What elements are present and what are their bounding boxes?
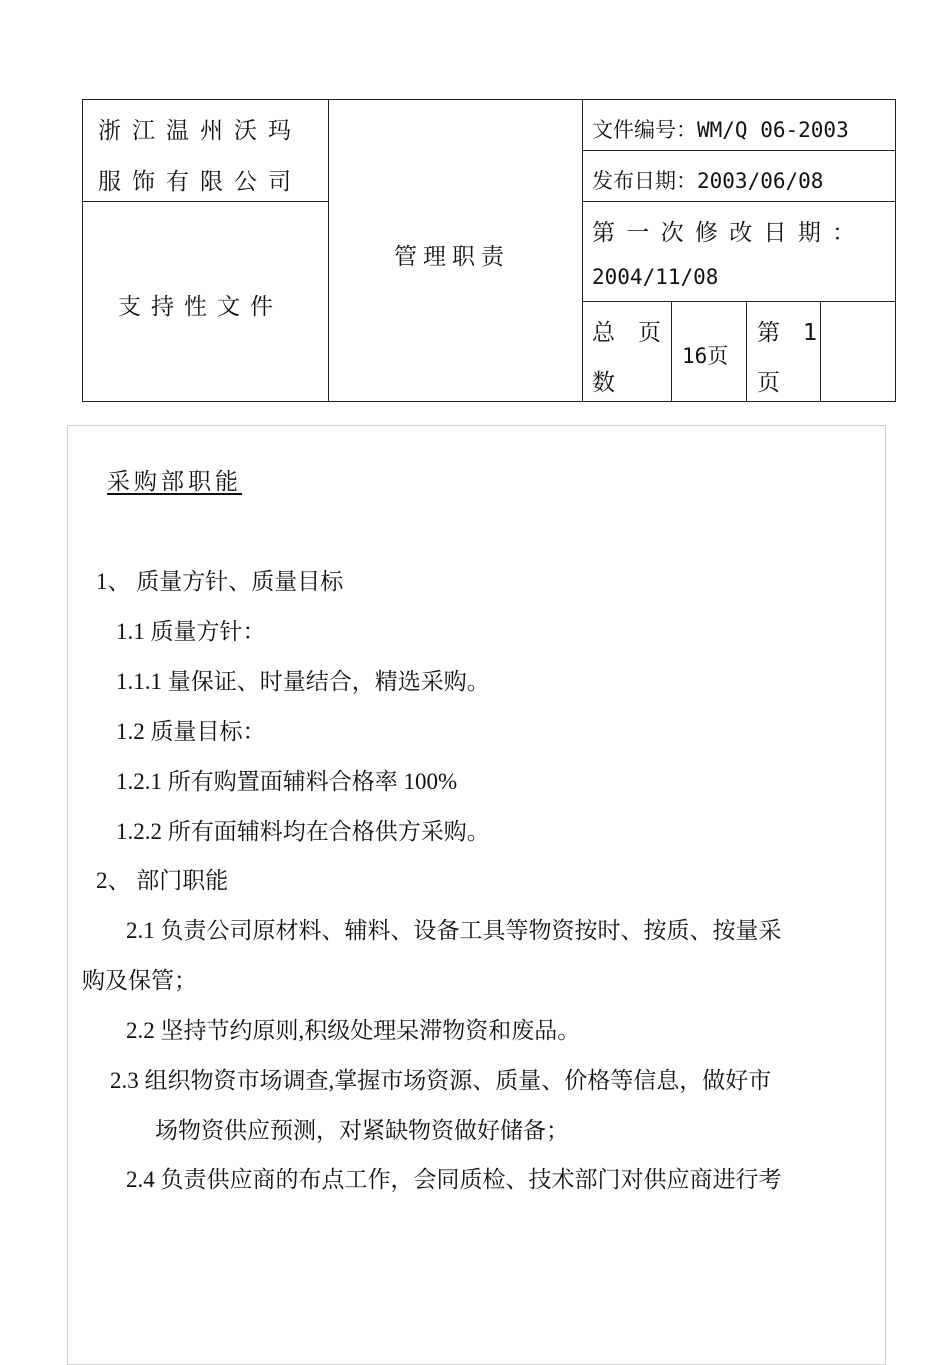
page-number-label: 第 1 — [757, 320, 818, 346]
list-item-continuation: 购及保管； — [82, 968, 197, 993]
section-title: 采购部职能 — [107, 469, 242, 495]
list-item: 1.1 质量方针： — [116, 619, 266, 644]
list-item: 2.3 组织物资市场调查,掌握市场资源、质量、价格等信息，做好市 — [110, 1068, 772, 1093]
list-item: 2.1 负责公司原材料、辅料、设备工具等物资按时、按质、按量采 — [126, 918, 782, 943]
table-divider — [746, 301, 747, 402]
issue-date: 发布日期：2003/06/08 — [592, 169, 824, 193]
table-divider — [671, 301, 672, 402]
page-number-label-cont: 页 — [757, 370, 780, 396]
heading-department-functions: 2、 部门职能 — [96, 868, 229, 893]
heading-quality-policy: 1、 质量方针、质量目标 — [96, 569, 344, 594]
list-item-continuation: 场物资供应预测，对紧缺物资做好储备； — [155, 1118, 569, 1143]
table-divider — [328, 99, 329, 402]
total-pages-value: 16页 — [682, 344, 729, 368]
table-divider — [582, 99, 583, 402]
total-pages-label: 总 页 — [592, 320, 661, 346]
document-title: 管理职责 — [394, 244, 510, 270]
list-item: 1.2.2 所有面辅料均在合格供方采购。 — [116, 819, 490, 844]
revision-date-label: 第 一 次 修 改 日 期 ： — [592, 220, 858, 246]
list-item: 1.1.1 量保证、时量结合，精选采购。 — [116, 669, 490, 694]
table-divider — [582, 201, 896, 202]
list-item: 1.2.1 所有购置面辅料合格率 100% — [116, 769, 458, 794]
list-item: 1.2 质量目标： — [116, 719, 266, 744]
list-item: 2.2 坚持节约原则,积级处理呆滞物资和废品。 — [126, 1018, 581, 1043]
list-item: 2.4 负责供应商的布点工作，会同质检、技术部门对供应商进行考 — [126, 1167, 782, 1192]
file-number: 文件编号：WM/Q 06-2003 — [592, 118, 849, 142]
table-divider — [82, 201, 328, 202]
document-type: 支持性文件 — [118, 294, 283, 320]
company-name-line2: 服饰有限公司 — [98, 169, 302, 195]
table-divider — [582, 150, 896, 151]
company-name-line1: 浙江温州沃玛 — [98, 118, 302, 144]
total-pages-label-cont: 数 — [592, 370, 615, 396]
table-divider — [582, 301, 896, 302]
revision-date-value: 2004/11/08 — [592, 265, 719, 289]
table-divider — [820, 301, 821, 402]
